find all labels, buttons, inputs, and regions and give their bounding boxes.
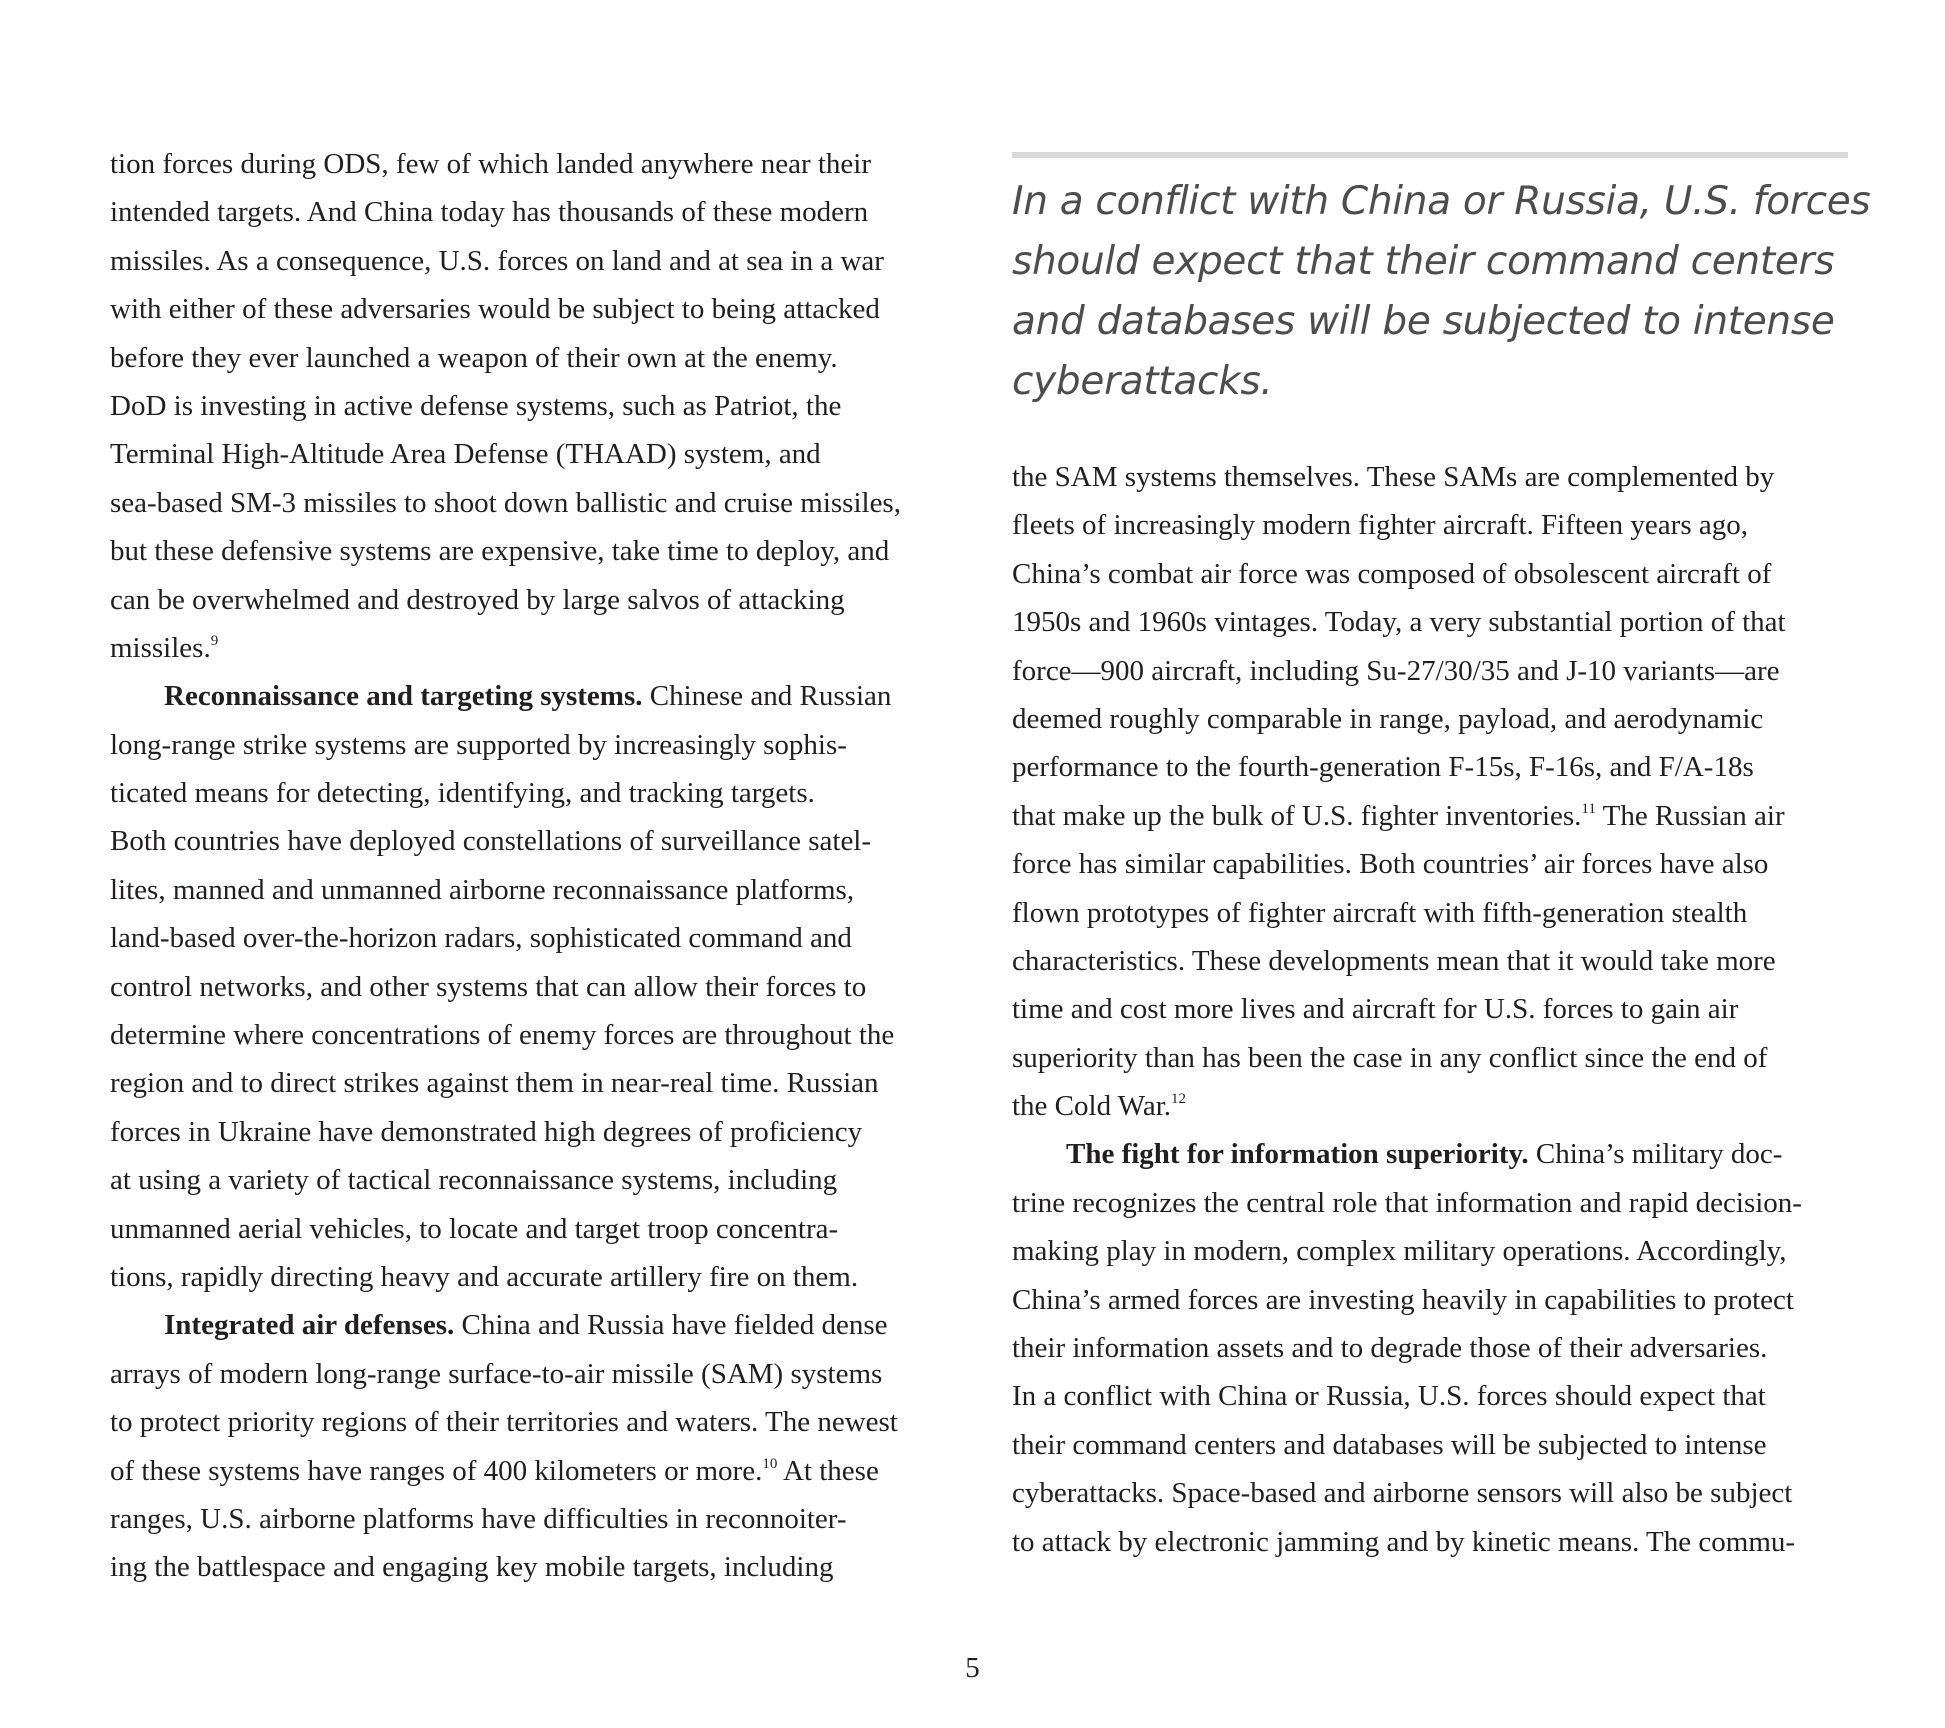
pull-quote-line: cyberattacks. xyxy=(1012,359,1273,404)
text-line: ing the battlespace and engaging key mobile targets, including xyxy=(110,1551,834,1584)
text-line: before they ever launched a weapon of their own at the enemy. xyxy=(110,341,838,374)
page-number: 5 xyxy=(965,1652,980,1684)
text-line: force—900 aircraft, including Su-27/30/35 and J-10 variants—are xyxy=(1012,654,1780,687)
text-line: making play in modern, complex military operations. Accordingly, xyxy=(1012,1235,1787,1268)
text-line: arrays of modern long-range surface-to-air missile (SAM) systems xyxy=(110,1357,883,1390)
text-line: determine where concentrations of enemy forces are throughout the xyxy=(110,1019,895,1052)
text-line: DoD is investing in active defense systems, such as Patriot, the xyxy=(110,389,842,422)
text-line: force has similar capabilities. Both countries’ air forces have also xyxy=(1012,848,1769,881)
text-line xyxy=(110,1301,950,1349)
text-run: China’s military doc- xyxy=(1528,1138,1783,1171)
text-line: sea-based SM-3 missiles to shoot down ballistic and cruise missiles, xyxy=(110,486,901,519)
text-line: intended targets. And China today has thousands of these modern xyxy=(110,196,869,229)
text-line: region and to direct strikes against them in near-real time. Russian xyxy=(110,1067,879,1100)
text-line: trine recognizes the central role that information and rapid decision- xyxy=(1012,1186,1802,1219)
text-line: control networks, and other systems that can allow their forces to xyxy=(110,970,867,1003)
section-heading: The fight for information superiority. xyxy=(1066,1138,1529,1171)
text-run: of these systems have ranges of 400 kilometers or more. xyxy=(110,1454,763,1487)
text-line: the SAM systems themselves. These SAMs are complemented by xyxy=(1012,461,1775,493)
text-line: land-based over-the-horizon radars, sophisticated command and xyxy=(110,922,852,955)
text-line: but these defensive systems are expensive, take time to deploy, and xyxy=(110,535,890,568)
pull-quote-line: should expect that their command centers xyxy=(1012,239,1835,284)
paragraph-missile-defense xyxy=(110,140,950,672)
paragraph-information-superiority xyxy=(1012,1130,1852,1566)
text-line: to protect priority regions of their territories and waters. The newest xyxy=(110,1406,898,1439)
text-line xyxy=(110,1447,950,1495)
text-line: cyberattacks. Space-based and airborne sensors will also be subject xyxy=(1012,1477,1793,1510)
text-line: unmanned aerial vehicles, to locate and target troop concentra- xyxy=(110,1212,839,1245)
text-line: long-range strike systems are supported by increasingly sophis- xyxy=(110,728,847,761)
pull-quote xyxy=(1012,172,1871,412)
text-line: China’s armed forces are investing heavily in capabilities to protect xyxy=(1012,1283,1794,1316)
text-line: lites, manned and unmanned airborne reconnaissance platforms, xyxy=(110,873,855,906)
text-line: deemed roughly comparable in range, payload, and aerodynamic xyxy=(1012,702,1764,735)
text-line: performance to the fourth-generation F-15s, F-16s, and F/A-18s xyxy=(1012,751,1754,784)
text-run: Chinese and Russian xyxy=(642,680,892,713)
text-line xyxy=(1012,1082,1852,1130)
section-heading: Reconnaissance and targeting systems. xyxy=(164,680,643,713)
right-column xyxy=(1012,152,1871,1566)
paragraph-reconnaissance xyxy=(110,672,950,1301)
text-line xyxy=(110,624,950,672)
text-line: flown prototypes of fighter aircraft with fifth-generation stealth xyxy=(1012,896,1748,929)
text-run: China and Russia have fielded dense xyxy=(454,1309,888,1342)
text-line: to attack by electronic jamming and by kinetic means. The commu- xyxy=(1012,1525,1796,1558)
right-body xyxy=(1012,453,1852,1566)
text-line: 1950s and 1960s vintages. Today, a very substantial portion of that xyxy=(1012,606,1786,639)
footnote-ref-10[interactable]: 10 xyxy=(762,1455,778,1472)
left-column xyxy=(110,140,950,1592)
pull-quote-line: In a conflict with China or Russia, U.S. forces xyxy=(1012,179,1871,224)
text-line: forces in Ukraine have demonstrated high degrees of proficiency xyxy=(110,1115,863,1148)
paragraph-fighter-aircraft xyxy=(1012,453,1852,1130)
text-line: tion forces during ODS, few of which landed anywhere near their xyxy=(110,148,871,180)
text-line: missiles. As a consequence, U.S. forces on land and at sea in a war xyxy=(110,244,884,277)
text-run: The Russian air xyxy=(1595,799,1785,832)
text-line: superiority than has been the case in any conflict since the end of xyxy=(1012,1041,1768,1074)
text-line: fleets of increasingly modern fighter aircraft. Fifteen years ago, xyxy=(1012,509,1748,542)
paragraph-air-defenses xyxy=(110,1301,950,1591)
text-line: Terminal High-Altitude Area Defense (THAAD) system, and xyxy=(110,438,821,471)
pull-quote-rule xyxy=(1012,152,1848,158)
text-line: at using a variety of tactical reconnaissance systems, including xyxy=(110,1164,838,1197)
footnote-ref-11[interactable]: 11 xyxy=(1581,800,1596,817)
text-line: ticated means for detecting, identifying, and tracking targets. xyxy=(110,777,815,810)
text-line xyxy=(1012,792,1852,840)
text-line: China’s combat air force was composed of obsolescent aircraft of xyxy=(1012,557,1772,590)
text-run: that make up the bulk of U.S. fighter inventories. xyxy=(1012,799,1582,832)
text-line: tions, rapidly directing heavy and accurate artillery fire on them. xyxy=(110,1260,859,1293)
text-line: can be overwhelmed and destroyed by large salvos of attacking xyxy=(110,583,845,616)
text-line: In a conflict with China or Russia, U.S. forces should expect that xyxy=(1012,1380,1766,1413)
footnote-ref-9[interactable]: 9 xyxy=(210,632,219,649)
text-run: At these xyxy=(777,1454,879,1487)
text-line: time and cost more lives and aircraft for U.S. forces to gain air xyxy=(1012,993,1739,1026)
text-line: their information assets and to degrade those of their adversaries. xyxy=(1012,1332,1768,1365)
pull-quote-line: and databases will be subjected to intense xyxy=(1012,299,1835,344)
text-line: their command centers and databases will be subjected to intense xyxy=(1012,1428,1767,1461)
text-line xyxy=(1012,1130,1852,1178)
text-line xyxy=(110,672,950,720)
text-line: with either of these adversaries would be subject to being attacked xyxy=(110,293,880,326)
text-line: characteristics. These developments mean that it would take more xyxy=(1012,944,1776,977)
text-line: ranges, U.S. airborne platforms have difficulties in reconnoiter- xyxy=(110,1502,847,1535)
text-line: Both countries have deployed constellations of surveillance satel- xyxy=(110,825,872,858)
footnote-ref-12[interactable]: 12 xyxy=(1171,1091,1187,1108)
text-run: missiles. xyxy=(110,631,211,664)
section-heading: Integrated air defenses. xyxy=(164,1309,455,1342)
text-run: the Cold War. xyxy=(1012,1090,1172,1123)
